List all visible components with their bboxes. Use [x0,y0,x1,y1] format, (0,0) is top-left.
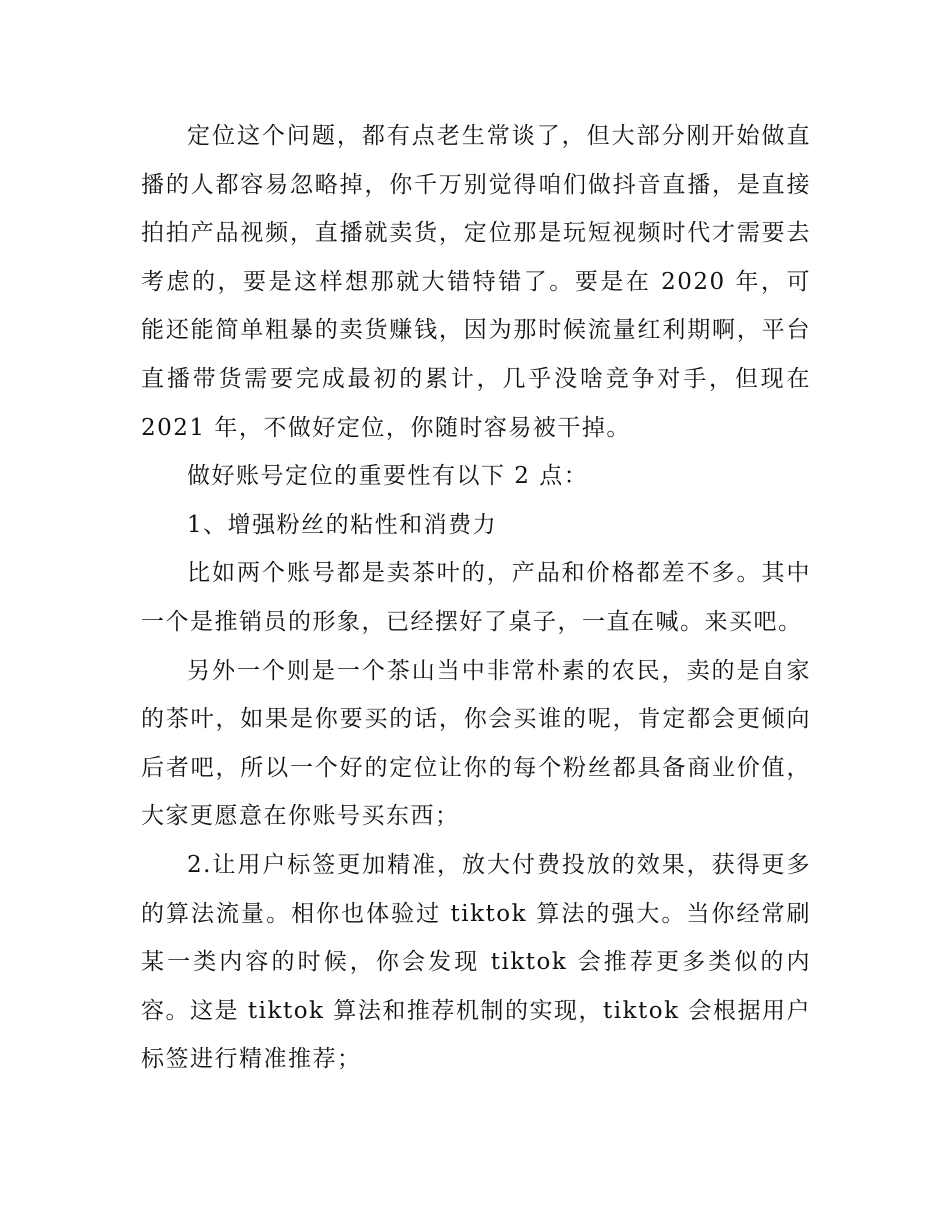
paragraph-point-1-title: 1、增强粉丝的粘性和消费力 [187,511,498,538]
paragraph-positioning-intro: 定位这个问题，都有点老生常谈了，但大部分刚开始做直播的人都容易忽略掉，你千万别觉得咱们做抖音直播，是直接拍拍产品视频，直播就卖货，定位那是玩短视频时代才需要去考虑的，要是这样想那就大错特错了。要是在 2020 年，可能还能简单粗暴的卖货赚钱，因为那时候流量红利期啊，平台直播带货需要完成最初的累计，几乎没啥竞争对手，但现在 2021 年，不做好定位，你随时容易被干掉。 [141,123,811,441]
paragraph-point-2-algorithm: 2.让用户标签更加精准，放大付费投放的效果，获得更多的算法流量。相你也体验过 tiktok 算法的强大。当你经常刷某一类内容的时候，你会发现 tiktok 会推荐更多类似的内容。这是 tiktok 算法和推荐机制的实现，tiktok 会根据用户标签进行精准推荐； [141,851,811,1073]
paragraph-farmer-example: 另外一个则是一个茶山当中非常朴素的农民，卖的是自家的茶叶，如果是你要买的话，你会买谁的呢，肯定都会更倾向后者吧，所以一个好的定位让你的每个粉丝都具备商业价值，大家更愿意在你账号买东西； [141,657,811,830]
document-body [141,112,811,1084]
paragraph-tea-example: 比如两个账号都是卖茶叶的，产品和价格都差不多。其中一个是推销员的形象，已经摆好了桌子，一直在喊。来买吧。 [141,560,811,635]
paragraph-importance-heading: 做好账号定位的重要性有以下 2 点： [187,463,589,490]
